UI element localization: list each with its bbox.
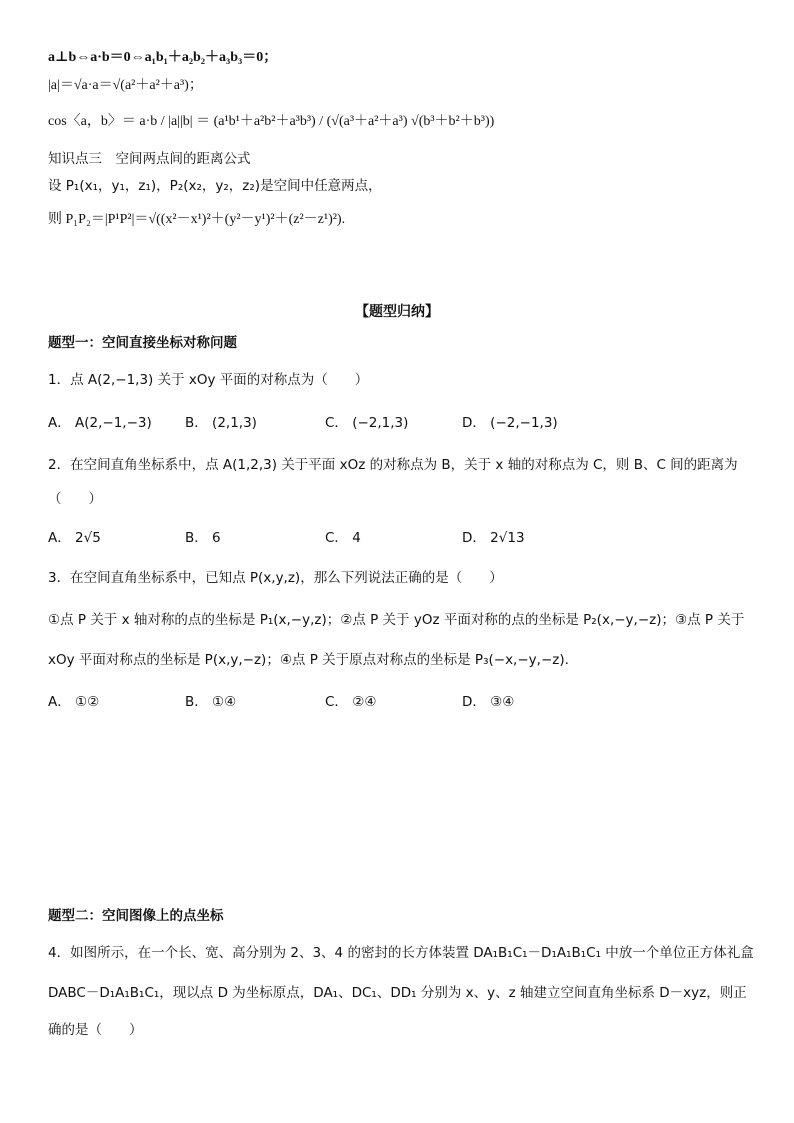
q3-option-b[interactable]: B． ①④ bbox=[185, 694, 237, 710]
q3-option-d[interactable]: D． ③④ bbox=[462, 694, 515, 710]
q3-option-c[interactable]: C． ②④ bbox=[325, 694, 377, 710]
q3-body-1: ①点 P 关于 x 轴对称的点的坐标是 P₁(x,−y,z)；②点 P 关于 yOz 平面对称的点的坐标是 P₂(x,−y,−z)；③点 P 关于 bbox=[48, 612, 745, 628]
type1-title: 题型一：空间直接坐标对称问题 bbox=[48, 335, 237, 351]
q1-option-a[interactable]: A． A(2,−1,−3) bbox=[48, 415, 152, 431]
q3-options bbox=[48, 690, 748, 710]
q2-options bbox=[48, 526, 748, 546]
q1-stem: 1．点 A(2,−1,3) 关于 xOy 平面的对称点为（ ） bbox=[48, 372, 369, 388]
q3-stem: 3．在空间直角坐标系中，已知点 P(x,y,z)，那么下列说法正确的是（ ） bbox=[48, 570, 503, 586]
formula-perpendicular: a⊥b⇔a·b＝0⇔a₁b₁＋a₂b₂＋a₃b₃＝0； bbox=[48, 50, 278, 65]
q2-option-b[interactable]: B． 6 bbox=[185, 530, 221, 546]
q2-option-c[interactable]: C． 4 bbox=[325, 530, 361, 546]
q2-option-a[interactable]: A． 2√5 bbox=[48, 530, 101, 546]
knowledge-title: 知识点三 空间两点间的距离公式 bbox=[48, 151, 251, 167]
formula-cosine: cos〈a，b〉＝ a·b / |a||b| ＝ (a¹b¹＋a²b²＋a³b³) / (√(a³＋a²＋a³) √(b³＋b²＋b³)) bbox=[48, 114, 495, 129]
q4-line-3: 确的是（ ） bbox=[48, 1022, 143, 1038]
q2-stem-cont: （ ） bbox=[48, 491, 102, 507]
q1-option-b[interactable]: B． (2,1,3) bbox=[185, 415, 257, 431]
type2-title: 题型二：空间图像上的点坐标 bbox=[48, 908, 224, 924]
q1-option-d[interactable]: D． (−2,−1,3) bbox=[462, 415, 558, 431]
formula-norm: |a|＝√a·a＝√(a²＋a²＋a³)； bbox=[48, 78, 203, 93]
q1-option-c[interactable]: C． (−2,1,3) bbox=[325, 415, 409, 431]
section-title: 【题型归纳】 bbox=[355, 304, 439, 320]
q2-stem: 2．在空间直角坐标系中，点 A(1,2,3) 关于平面 xOz 的对称点为 B，关于 x 轴的对称点为 C，则 B、C 间的距离为 bbox=[48, 457, 738, 473]
knowledge-line-1: 设 P₁(x₁，y₁，z₁)，P₂(x₂，y₂，z₂)是空间中任意两点， bbox=[48, 178, 382, 194]
q4-line-2: DABC－D₁A₁B₁C₁，现以点 D 为坐标原点，DA₁、DC₁、DD₁ 分别为 x、y、z 轴建立空间直角坐标系 D－xyz，则正 bbox=[48, 985, 747, 1001]
q1-options bbox=[48, 411, 748, 431]
q3-body-2: xOy 平面对称点的坐标是 P(x,y,−z)；④点 P 关于原点对称点的坐标是 P₃(−x,−y,−z). bbox=[48, 652, 569, 668]
q3-option-a[interactable]: A． ①② bbox=[48, 694, 100, 710]
q2-option-d[interactable]: D． 2√13 bbox=[462, 530, 525, 546]
knowledge-line-2: 则 P₁P₂＝|P¹P²|＝√((x²－x¹)²＋(y²－y¹)²＋(z²－z¹)²). bbox=[48, 212, 346, 227]
q4-line-1: 4．如图所示，在一个长、宽、高分别为 2、3、4 的密封的长方体装置 DA₁B₁C₁－D₁A₁B₁C₁ 中放一个单位正方体礼盒 bbox=[48, 945, 754, 961]
